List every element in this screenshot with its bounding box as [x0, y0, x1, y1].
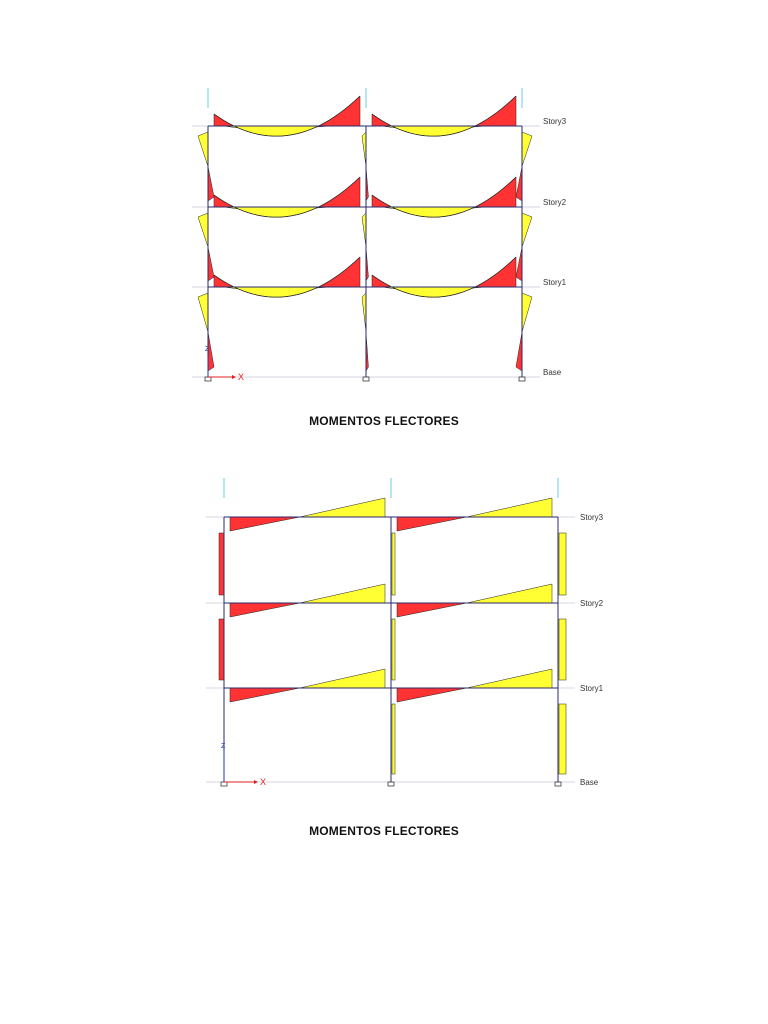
column-moment — [522, 213, 532, 247]
moment-diagram-2 — [0, 470, 768, 800]
axis-x-arrowhead — [232, 375, 236, 379]
beam-negative-moment — [230, 517, 300, 531]
axis-x-label: X — [260, 777, 267, 787]
beam-positive-moment — [300, 498, 385, 517]
moment-diagram-1 — [0, 80, 768, 390]
story-label: Base — [580, 778, 599, 787]
column-moment — [559, 619, 566, 680]
beam-positive-moment — [300, 669, 385, 688]
support-icon — [205, 377, 211, 381]
support-icon — [388, 782, 394, 786]
story-label: Story3 — [580, 513, 604, 522]
column-moment — [392, 619, 395, 680]
column-moment — [516, 247, 522, 281]
support-icon — [519, 377, 525, 381]
column-moment — [392, 704, 395, 774]
beam-positive-moment — [224, 287, 330, 297]
axis-x-label: X — [238, 372, 245, 382]
beam-positive-moment — [382, 126, 486, 136]
story-label: Story2 — [543, 198, 567, 207]
beam-positive-moment — [467, 498, 552, 517]
column-moment — [219, 533, 224, 595]
beam-positive-moment — [467, 669, 552, 688]
column-moment — [516, 332, 522, 371]
column-moment — [208, 247, 214, 281]
support-icon — [221, 782, 227, 786]
column-moment — [516, 167, 522, 202]
beam-negative-moment — [397, 603, 467, 617]
story-label: Base — [543, 368, 562, 377]
beam-positive-moment — [467, 584, 552, 603]
support-icon — [555, 782, 561, 786]
column-moment — [559, 533, 566, 595]
beam-positive-moment — [224, 126, 330, 136]
column-moment — [362, 293, 366, 332]
support-icon — [363, 377, 369, 381]
figure-1 — [0, 80, 768, 390]
story-label: Story1 — [580, 684, 604, 693]
beam-negative-moment — [230, 688, 300, 702]
caption-1: MOMENTOS FLECTORES — [309, 414, 459, 428]
figure-2 — [0, 470, 768, 800]
beam-positive-moment — [382, 287, 486, 297]
story-label: Story3 — [543, 117, 567, 126]
column-moment — [198, 293, 208, 332]
column-moment — [522, 293, 532, 332]
beam-positive-moment — [224, 207, 330, 217]
column-moment — [392, 533, 395, 595]
column-moment — [362, 132, 366, 167]
beam-negative-moment — [397, 517, 467, 531]
axis-z-label: Z — [221, 743, 226, 750]
column-moment — [522, 132, 532, 167]
story-label: Story2 — [580, 599, 604, 608]
column-moment — [559, 704, 566, 774]
column-moment — [198, 132, 208, 167]
beam-positive-moment — [300, 584, 385, 603]
story-label: Story1 — [543, 278, 567, 287]
column-moment — [362, 213, 366, 247]
beam-positive-moment — [382, 207, 486, 217]
axis-x-arrowhead — [254, 780, 258, 784]
column-moment — [198, 213, 208, 247]
beam-negative-moment — [397, 688, 467, 702]
column-moment — [208, 167, 214, 202]
axis-z-label: Z — [205, 346, 210, 353]
caption-2: MOMENTOS FLECTORES — [309, 824, 459, 838]
column-moment — [219, 619, 224, 680]
beam-negative-moment — [230, 603, 300, 617]
